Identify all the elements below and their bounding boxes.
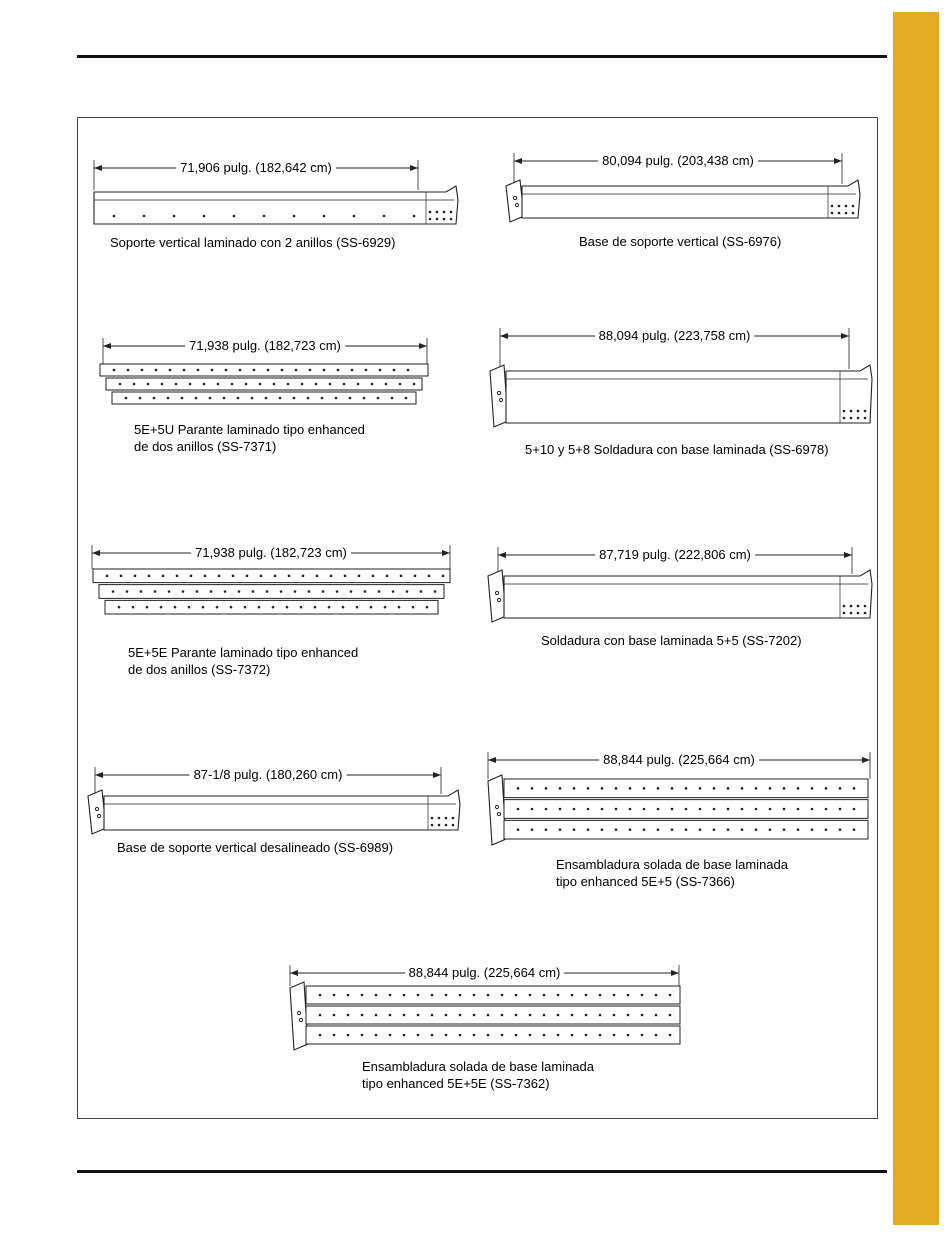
arrow-head [671,970,679,976]
caption-line: Ensambladura solada de base laminada [362,1059,594,1074]
bolt-hole [641,994,644,997]
dimension-label: 87-1/8 pulg. (180,260 cm) [190,767,347,783]
bolt-hole [431,1014,434,1017]
bolt-hole [571,994,574,997]
bolt-hole [473,1014,476,1017]
bolt-hole [627,1014,630,1017]
bolt-hole [431,1034,434,1037]
bolt-hole [557,994,560,997]
bolt-hole [627,994,630,997]
bolt-hole [585,994,588,997]
bolt-hole [319,1034,322,1037]
dimension-label: 88,094 pulg. (223,758 cm) [595,328,755,344]
bolt-hole [361,994,364,997]
bolt-hole [641,1014,644,1017]
bolt-hole [403,1034,406,1037]
bolt-hole [585,1014,588,1017]
bolt-hole [529,994,532,997]
bolt-hole [529,1014,532,1017]
caption-line: Soldadura con base laminada 5+5 (SS-7202) [541,633,802,648]
bolt-hole [543,994,546,997]
bolt-hole [655,1014,658,1017]
bolt-hole [333,1034,336,1037]
caption-line: Soporte vertical laminado con 2 anillos (SS-6929) [110,235,396,250]
bottom-rule [77,1170,887,1173]
bolt-hole [361,1034,364,1037]
bolt-hole [319,994,322,997]
bolt-hole [613,1034,616,1037]
bolt-hole [669,1014,672,1017]
caption-line: tipo enhanced 5E+5 (SS-7366) [556,874,735,889]
bolt-hole [613,1014,616,1017]
bolt-hole [375,1034,378,1037]
bolt-hole [347,994,350,997]
bolt-hole [557,1014,560,1017]
bolt-hole [319,1014,322,1017]
bolt-hole [431,994,434,997]
dimension-label: 71,938 pulg. (182,723 cm) [191,545,351,561]
bolt-hole [487,1034,490,1037]
bolt-hole [389,1034,392,1037]
bolt-hole [403,1014,406,1017]
bolt-hole [627,1034,630,1037]
bolt-hole [571,1014,574,1017]
bolt-hole [473,1034,476,1037]
bolt-hole [375,994,378,997]
caption-line: Base de soporte vertical (SS-6976) [579,234,782,249]
caption-line: de dos anillos (SS-7371) [134,439,277,454]
bolt-hole [333,1014,336,1017]
dimension-label: 80,094 pulg. (203,438 cm) [598,153,758,169]
bolt-hole [515,1034,518,1037]
bolt-hole [599,1034,602,1037]
part-caption [362,1058,594,1092]
bolt-hole [655,1034,658,1037]
caption-line: 5E+5E Parante laminado tipo enhanced [128,645,359,660]
caption-line: Base de soporte vertical desalineado (SS-6989) [117,840,394,855]
arrow-head [290,970,298,976]
dimension-label: 71,906 pulg. (182,642 cm) [176,160,336,176]
bolt-hole [389,1014,392,1017]
bolt-hole [585,1034,588,1037]
bolt-hole [445,994,448,997]
caption-line: 5+10 y 5+8 Soldadura con base laminada (SS-6978) [525,442,829,457]
bolt-hole [557,1034,560,1037]
bolt-hole [599,994,602,997]
bolt-hole [487,994,490,997]
bolt-hole [501,1034,504,1037]
base-plate [290,982,308,1050]
bolt-hole [543,1014,546,1017]
bolt-hole [501,994,504,997]
dimension-label: 88,844 pulg. (225,664 cm) [599,752,759,768]
bolt-hole [459,1014,462,1017]
bolt-hole [347,1034,350,1037]
bolt-hole [389,994,392,997]
bolt-hole [641,1034,644,1037]
bolt-hole [571,1034,574,1037]
bolt-hole [417,1014,420,1017]
dimension-label: 87,719 pulg. (222,806 cm) [595,547,755,563]
bolt-hole [613,994,616,997]
dimension-label: 88,844 pulg. (225,664 cm) [405,965,565,981]
bolt-hole [529,1034,532,1037]
bolt-hole [445,1034,448,1037]
bolt-hole [543,1034,546,1037]
bolt-hole [417,1034,420,1037]
bolt-hole [669,994,672,997]
bolt-hole [669,1034,672,1037]
bolt-hole [599,1014,602,1017]
bolt-hole [515,1014,518,1017]
bolt-hole [487,1014,490,1017]
bolt-hole [375,1014,378,1017]
bolt-hole [501,1014,504,1017]
bolt-hole [459,994,462,997]
caption-line: Ensambladura solada de base laminada [556,857,788,872]
bolt-hole [655,994,658,997]
bolt-hole [361,1014,364,1017]
caption-line: de dos anillos (SS-7372) [128,662,271,677]
bolt-hole [417,994,420,997]
bolt-hole [445,1014,448,1017]
bolt-hole [473,994,476,997]
bolt-hole [459,1034,462,1037]
bolt-hole [347,1014,350,1017]
caption-line: tipo enhanced 5E+5E (SS-7362) [362,1076,550,1091]
bolt-hole [403,994,406,997]
dimension-label: 71,938 pulg. (182,723 cm) [185,338,345,354]
bolt-hole [333,994,336,997]
bolt-hole [515,994,518,997]
caption-line: 5E+5U Parante laminado tipo enhanced [134,422,365,437]
